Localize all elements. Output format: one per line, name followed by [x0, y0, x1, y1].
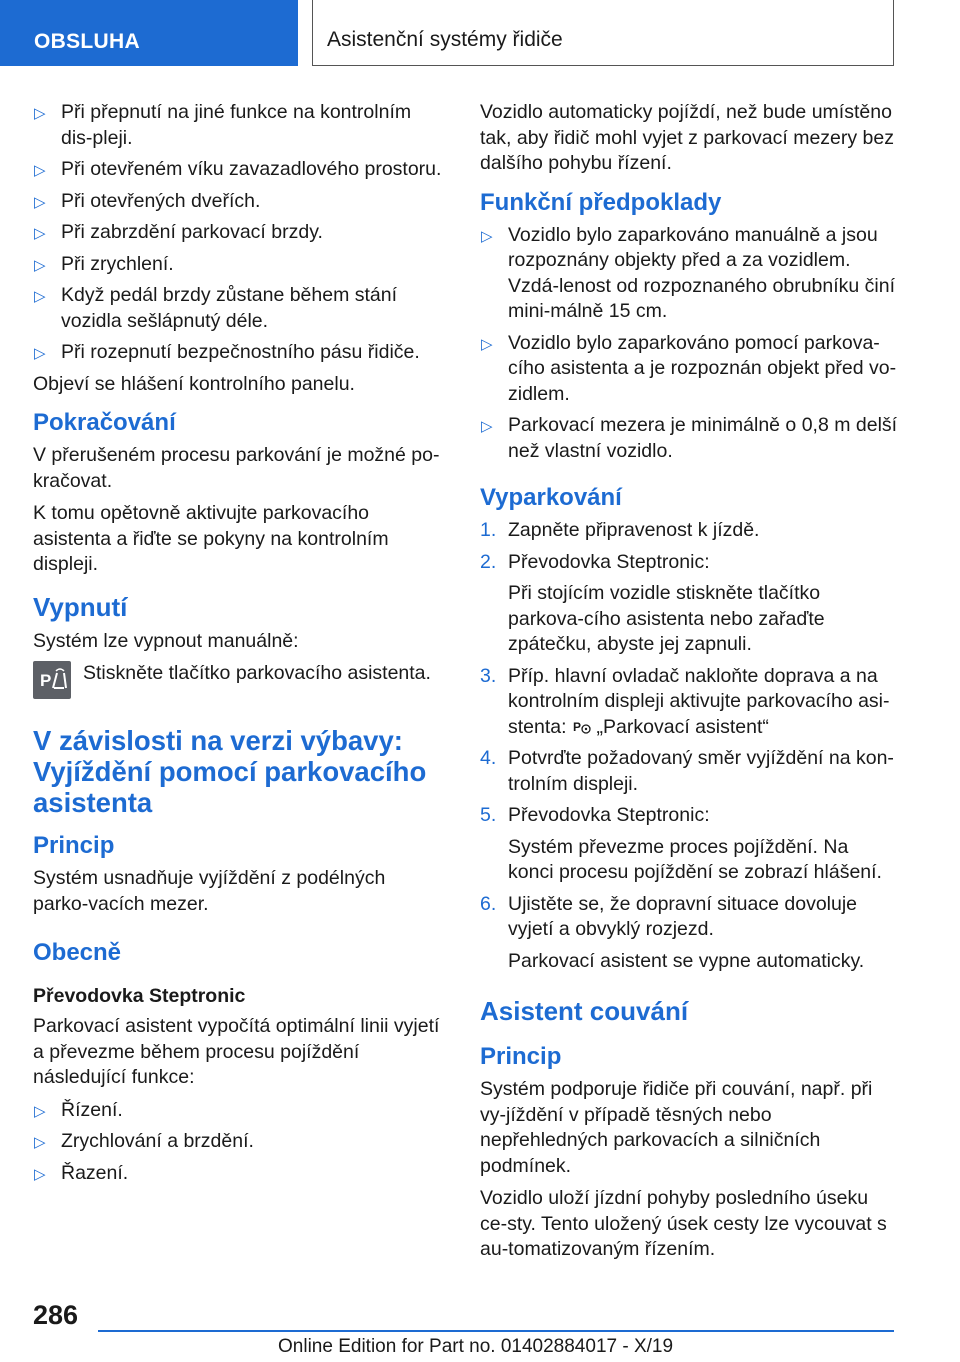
list-item: ▷ Řazení. — [33, 1161, 443, 1187]
requirements-heading: Funkční předpoklady — [480, 188, 722, 216]
off-text: Systém lze vypnout manuálně: — [33, 629, 299, 652]
triangle-bullet-icon: ▷ — [34, 162, 46, 179]
pullout-section-heading: V závislosti na verzi výbavy: Vyjíždění pomocí parkovacího asistenta — [33, 725, 427, 818]
step-item: 6. Ujistěte se, že dopravní situace dovoluje vyjetí a obvyklý rozjezd. Parkovací asistent se vypne automaticky. — [480, 892, 865, 972]
list-item: ▷ Vozidlo bylo zaparkováno pomocí parkova-cího asistenta a je rozpoznán objekt před vo-zidlem. — [481, 331, 897, 405]
reverse-text: Systém podporuje řidiče při couvání, např. při vy-jíždění v případě těsných nebo nepřehledných parkovacích a silničních podmínek. — [480, 1078, 873, 1177]
svg-text:P: P — [572, 719, 581, 734]
triangle-bullet-icon: ▷ — [34, 345, 46, 362]
triangle-bullet-icon: ▷ — [34, 1102, 46, 1120]
list-item: ▷ Při otevřených dveřích. — [33, 189, 443, 215]
edition-text: Online Edition for Part no. 01402884017 - X/19 — [278, 1336, 674, 1357]
park-assist-button-row — [33, 661, 443, 703]
list-item: ▷ Když pedál brzdy zůstane během stání vozidla sešlápnutý déle. — [34, 284, 398, 332]
reverse-heading: Asistent couvání — [480, 996, 689, 1026]
step-item: 4. Potvrďte požadovaný směr vyjíždění na kon-trolním displeji. — [480, 747, 894, 795]
triangle-bullet-icon: ▷ — [34, 105, 46, 122]
continue-text: K tomu opětovně aktivujte parkovacího asistenta a řiďte se pokyny na kontrolním displeji. — [33, 502, 389, 575]
section-tab[interactable]: OBSLUHA — [0, 0, 298, 66]
svg-text:P: P — [40, 671, 52, 690]
right-column — [480, 100, 898, 1270]
general-heading: Obecně — [33, 939, 122, 966]
park-assist-button-icon — [33, 661, 71, 699]
continue-heading: Pokračování — [33, 409, 176, 436]
reverse-text: Vozidlo uloží jízdní pohyby posledního úseku ce-sty. Tento uložený úsek cesty lze vycouvat s au-tomatizovaným řízením. — [480, 1187, 887, 1260]
message-text: Objeví se hlášení kontrolního panelu. — [33, 372, 355, 395]
park-assist-icon — [573, 717, 591, 733]
list-item: ▷ Při otevřeném víku zavazadlového prostoru. — [33, 157, 443, 183]
list-item: ▷ Vozidlo bylo zaparkováno manuálně a jsou rozpoznány objekty před a za vozidlem. Vzdá-lenost od rozpoznaného obrubníku činí mini-málně 15 cm. — [481, 223, 896, 322]
step-item: 3. Příp. hlavní ovladač nakloňte doprava a na kontrolním displeji aktivujte parkovacího asi-stenta: P „Parkovací asistent“ — [480, 664, 890, 738]
step3-quote: „Parkovací asistent“ — [596, 715, 769, 738]
reverse-principle-heading: Princip — [480, 1043, 562, 1070]
list-item: ▷ Při zrychlení. — [33, 252, 443, 278]
intro-text: Vozidlo automaticky pojíždí, než bude umístěno tak, aby řidič mohl vyjet z parkovací mezery bez dalšího pohybu řízení. — [480, 101, 894, 174]
requirements-list — [480, 223, 898, 465]
deactivation-conditions-list — [33, 100, 443, 366]
step-item: 5. Převodovka Steptronic: Systém převezme proces pojíždění. Na konci procesu pojíždění se zobrazí hlášení. — [480, 804, 882, 883]
triangle-bullet-icon: ▷ — [34, 225, 46, 242]
off-heading: Vypnutí — [33, 591, 128, 622]
left-column — [33, 100, 443, 1192]
triangle-bullet-icon: ▷ — [34, 193, 46, 211]
off-icon-text: Stiskněte tlačítko parkovacího asistenta. — [83, 662, 431, 684]
continue-text: V přerušeném procesu parkování je možné po-kračovat. — [33, 444, 440, 492]
triangle-bullet-icon: ▷ — [481, 418, 493, 435]
page-header — [0, 0, 960, 66]
list-item: ▷ Při rozepnutí bezpečnostního pásu řidiče. — [33, 340, 443, 366]
page-number: 286 — [33, 1300, 79, 1330]
steptronic-heading: Převodovka Steptronic — [33, 985, 246, 1007]
chapter-title: Asistenční systémy řidiče — [312, 0, 894, 66]
triangle-bullet-icon: ▷ — [34, 1165, 46, 1183]
list-item: ▷ Při zabrzdění parkovací brzdy. — [33, 220, 443, 246]
takeover-functions-list — [33, 1098, 443, 1187]
triangle-bullet-icon: ▷ — [34, 256, 46, 274]
steptronic-text: Parkovací asistent vypočítá optimální linii vyjetí a převezme během procesu pojíždění následující funkce: — [33, 1015, 440, 1088]
footer-divider — [98, 1330, 894, 1332]
list-item: ▷ Zrychlování a brzdění. — [33, 1129, 443, 1155]
triangle-bullet-icon: ▷ — [34, 288, 46, 305]
pullout-steps-list — [480, 518, 898, 974]
triangle-bullet-icon: ▷ — [34, 1134, 46, 1151]
principle-heading: Princip — [33, 832, 115, 859]
triangle-bullet-icon: ▷ — [481, 335, 493, 353]
list-item: ▷ Při přepnutí na jiné funkce na kontrolním dis-pleji. — [34, 101, 412, 149]
step-item: 1. Zapněte připravenost k jízdě. — [480, 519, 760, 541]
principle-text: Systém usnadňuje vyjíždění z podélných parko-vacích mezer. — [33, 867, 386, 915]
list-item: ▷ Řízení. — [33, 1098, 443, 1124]
pullout-heading: Vyparkování — [480, 484, 622, 511]
triangle-bullet-icon: ▷ — [481, 227, 493, 245]
list-item: ▷ Parkovací mezera je minimálně o 0,8 m delší než vlastní vozidlo. — [481, 414, 898, 462]
step-item: 2. Převodovka Steptronic: Při stojícím vozidle stiskněte tlačítko parkova-cího asistenta nebo zařaďte zpátečku, abyste jej zapnuli. — [480, 550, 825, 655]
